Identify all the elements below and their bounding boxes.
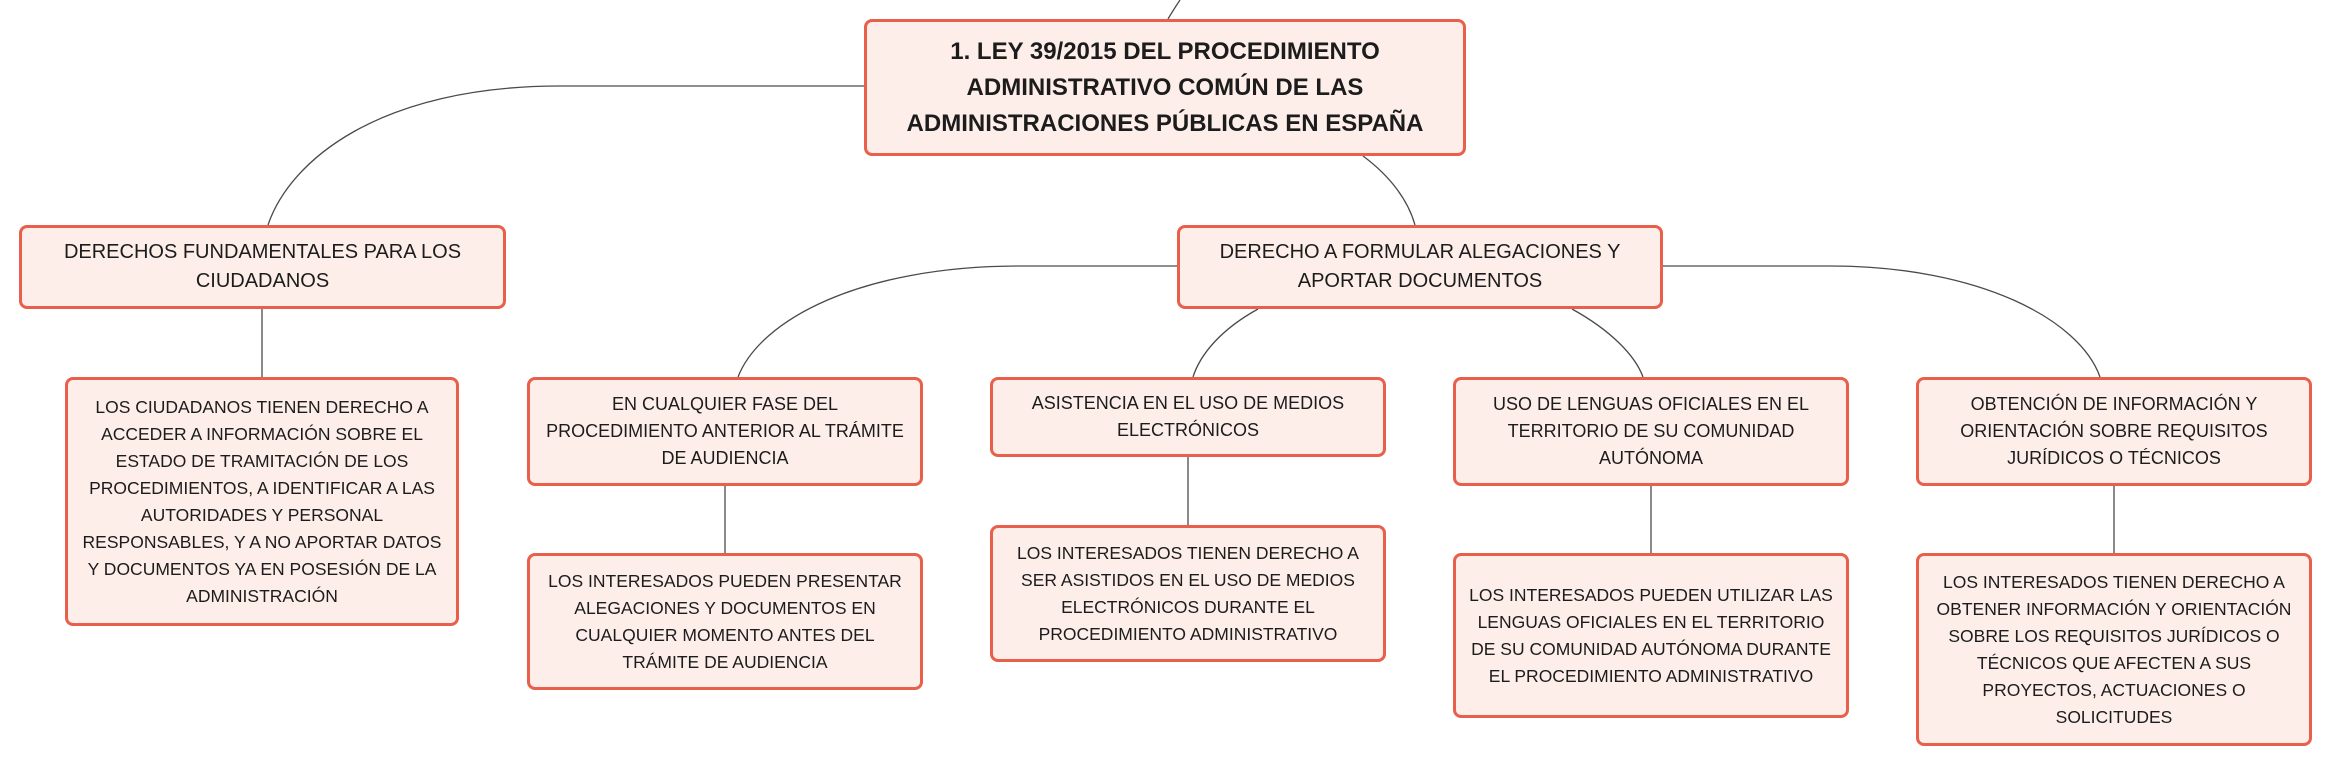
detail-derechos-fundamentales-text: LOS CIUDADANOS TIENEN DERECHO A ACCEDER A INFORMACIÓN SOBRE EL ESTADO DE TRAMITACIÓN DE LOS PROCEDIMIENTOS, A IDENTIFICAR A LAS AUTORIDADES Y PERSONAL RESPONSABLES, Y A NO APORTAR DATOS Y DOCUMENTOS YA EN POSESIÓN DE LA ADMINISTRACIÓN xyxy=(82,396,442,606)
root-topic[interactable] xyxy=(864,19,1466,156)
detail-asistencia-medios[interactable] xyxy=(990,525,1386,662)
subtopic-asistencia-medios-label: ASISTENCIA EN EL USO DE MEDIOS ELECTRÓNICOS xyxy=(1031,393,1345,440)
connector-root-alegaciones xyxy=(1363,156,1415,225)
topic-derecho-alegaciones-label: DERECHO A FORMULAR ALEGACIONES Y APORTAR DOCUMENTOS xyxy=(1219,241,1621,292)
connector-alegaciones-obtencion xyxy=(1660,266,2100,377)
root-topic-label: 1. LEY 39/2015 DEL PROCEDIMIENTO ADMINISTRATIVO COMÚN DE LAS ADMINISTRACIONES PÚBLICAS EN ESPAÑA xyxy=(906,37,1424,137)
detail-obtencion-informacion[interactable] xyxy=(1916,553,2312,746)
detail-asistencia-medios-text: LOS INTERESADOS TIENEN DERECHO A SER ASISTIDOS EN EL USO DE MEDIOS ELECTRÓNICOS DURANTE EL PROCEDIMIENTO ADMINISTRATIVO xyxy=(1017,542,1359,644)
topic-derechos-fundamentales-label: DERECHOS FUNDAMENTALES PARA LOS CIUDADANOS xyxy=(63,241,462,292)
subtopic-obtencion-informacion[interactable] xyxy=(1916,377,2312,486)
subtopic-fase-procedimiento[interactable] xyxy=(527,377,923,486)
connector-alegaciones-fase xyxy=(738,266,1177,377)
detail-derechos-fundamentales[interactable] xyxy=(65,377,459,626)
detail-obtencion-informacion-text: LOS INTERESADOS TIENEN DERECHO A OBTENER INFORMACIÓN Y ORIENTACIÓN SOBRE LOS REQUISITOS JURÍDICOS O TÉCNICOS QUE AFECTEN A SUS PROYECTOS, ACTUACIONES O SOLICITUDES xyxy=(1936,571,2292,727)
connector-alegaciones-asistencia xyxy=(1193,309,1258,377)
connector-alegaciones-lenguas xyxy=(1572,309,1643,377)
subtopic-asistencia-medios[interactable] xyxy=(990,377,1386,457)
topic-derecho-alegaciones[interactable] xyxy=(1177,225,1663,309)
detail-fase-procedimiento[interactable] xyxy=(527,553,923,690)
connector-root-fundamentales xyxy=(268,86,864,225)
connector-root-up xyxy=(1168,0,1180,19)
subtopic-lenguas-oficiales-label: USO DE LENGUAS OFICIALES EN EL TERRITORIO DE SU COMUNIDAD AUTÓNOMA xyxy=(1492,394,1810,468)
detail-fase-procedimiento-text: LOS INTERESADOS PUEDEN PRESENTAR ALEGACIONES Y DOCUMENTOS EN CUALQUIER MOMENTO ANTES DEL TRÁMITE DE AUDIENCIA xyxy=(548,570,902,672)
detail-lenguas-oficiales[interactable] xyxy=(1453,553,1849,718)
topic-derechos-fundamentales[interactable] xyxy=(19,225,506,309)
subtopic-obtencion-informacion-label: OBTENCIÓN DE INFORMACIÓN Y ORIENTACIÓN SOBRE REQUISITOS JURÍDICOS O TÉCNICOS xyxy=(1960,394,2268,468)
subtopic-fase-procedimiento-label: EN CUALQUIER FASE DEL PROCEDIMIENTO ANTERIOR AL TRÁMITE DE AUDIENCIA xyxy=(546,394,904,468)
detail-lenguas-oficiales-text: LOS INTERESADOS PUEDEN UTILIZAR LAS LENGUAS OFICIALES EN EL TERRITORIO DE SU COMUNIDAD AUTÓNOMA DURANTE EL PROCEDIMIENTO ADMINISTRATIVO xyxy=(1469,584,1833,686)
subtopic-lenguas-oficiales[interactable] xyxy=(1453,377,1849,486)
